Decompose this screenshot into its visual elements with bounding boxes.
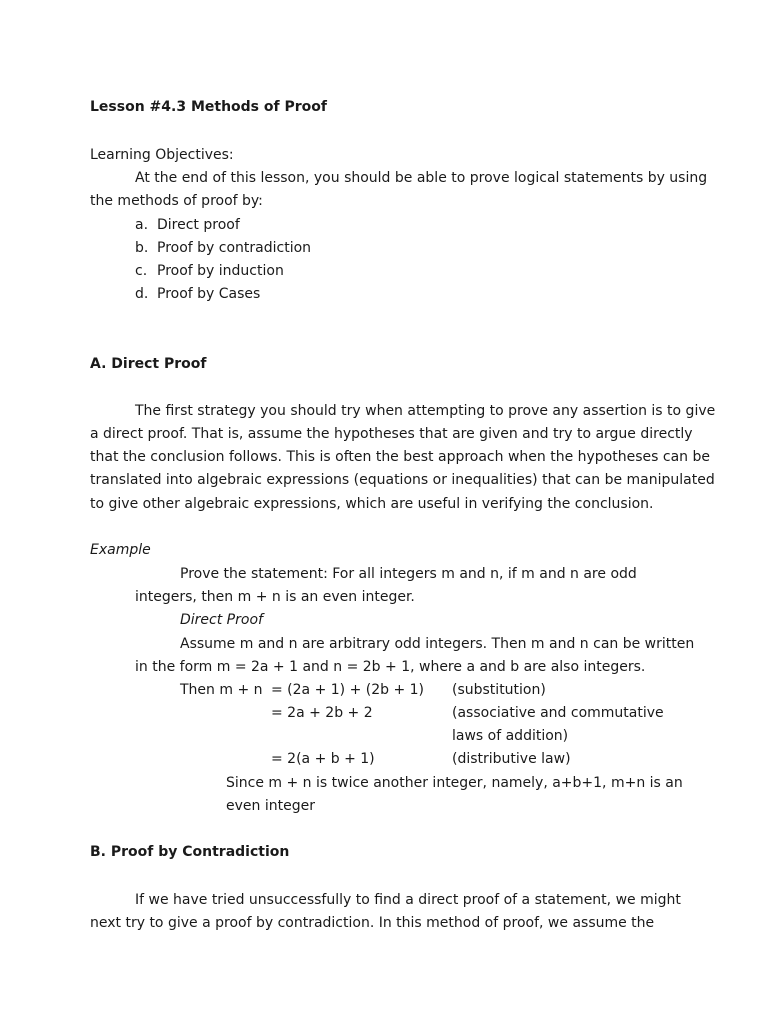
objective-marker: c. bbox=[135, 263, 148, 279]
example-label: Example bbox=[90, 542, 151, 558]
proof-label: Direct Proof bbox=[180, 612, 263, 628]
proof-text: Assume m and n are arbitrary odd integers. Then m and n can be written bbox=[180, 636, 695, 652]
lesson-title: Lesson #4.3 Methods of Proof bbox=[90, 99, 327, 115]
objectives-heading: Learning Objectives: bbox=[90, 147, 234, 163]
proof-step-expr: = (2a + 1) + (2b + 1) bbox=[271, 682, 425, 698]
objectives-intro-line: the methods of proof by: bbox=[90, 193, 263, 209]
objective-marker: a. bbox=[135, 217, 149, 233]
objective-item bbox=[135, 239, 311, 257]
example-statement: integers, then m + n is an even integer. bbox=[135, 589, 415, 605]
objective-marker: b. bbox=[135, 240, 149, 256]
paragraph-line: to give other algebraic expressions, which are useful in verifying the conclusion. bbox=[90, 496, 654, 512]
proof-step-expr: = 2a + 2b + 2 bbox=[271, 705, 373, 721]
proof-step-lhs: Then m + n bbox=[180, 682, 263, 698]
objective-marker: d. bbox=[135, 286, 149, 302]
paragraph-line: translated into algebraic expressions (equations or inequalities) that can be manipulated bbox=[90, 472, 715, 488]
objective-text: Proof by Cases bbox=[157, 286, 261, 302]
proof-step-expr: = 2(a + b + 1) bbox=[271, 751, 375, 767]
objective-item bbox=[135, 262, 284, 280]
proof-conclusion: even integer bbox=[226, 798, 315, 814]
paragraph-line: a direct proof. That is, assume the hypotheses that are given and try to argue directly bbox=[90, 426, 693, 442]
objective-text: Proof by contradiction bbox=[157, 240, 312, 256]
section-heading: A. Direct Proof bbox=[90, 356, 207, 372]
objective-item bbox=[135, 285, 260, 303]
section-heading: B. Proof by Contradiction bbox=[90, 844, 290, 860]
paragraph-line: If we have tried unsuccessfully to find a direct proof of a statement, we might bbox=[135, 892, 681, 908]
example-statement: Prove the statement: For all integers m and n, if m and n are odd bbox=[180, 566, 637, 582]
paragraph-line: next try to give a proof by contradiction. In this method of proof, we assume the bbox=[90, 915, 655, 931]
proof-step-reason: (substitution) bbox=[452, 682, 546, 698]
proof-step-reason: (distributive law) bbox=[452, 751, 571, 767]
proof-conclusion: Since m + n is twice another integer, namely, a+b+1, m+n is an bbox=[226, 775, 683, 791]
paragraph-line: The first strategy you should try when attempting to prove any assertion is to give bbox=[135, 403, 716, 419]
proof-step-reason: laws of addition) bbox=[452, 728, 569, 744]
proof-step-reason: (associative and commutative bbox=[452, 705, 664, 721]
paragraph-line: that the conclusion follows. This is often the best approach when the hypotheses can be bbox=[90, 449, 710, 465]
objective-item bbox=[135, 216, 240, 234]
objective-text: Proof by induction bbox=[157, 263, 284, 279]
objectives-intro-line: At the end of this lesson, you should be able to prove logical statements by using bbox=[135, 170, 708, 186]
objective-text: Direct proof bbox=[157, 217, 240, 233]
proof-text: in the form m = 2a + 1 and n = 2b + 1, where a and b are also integers. bbox=[135, 659, 646, 675]
